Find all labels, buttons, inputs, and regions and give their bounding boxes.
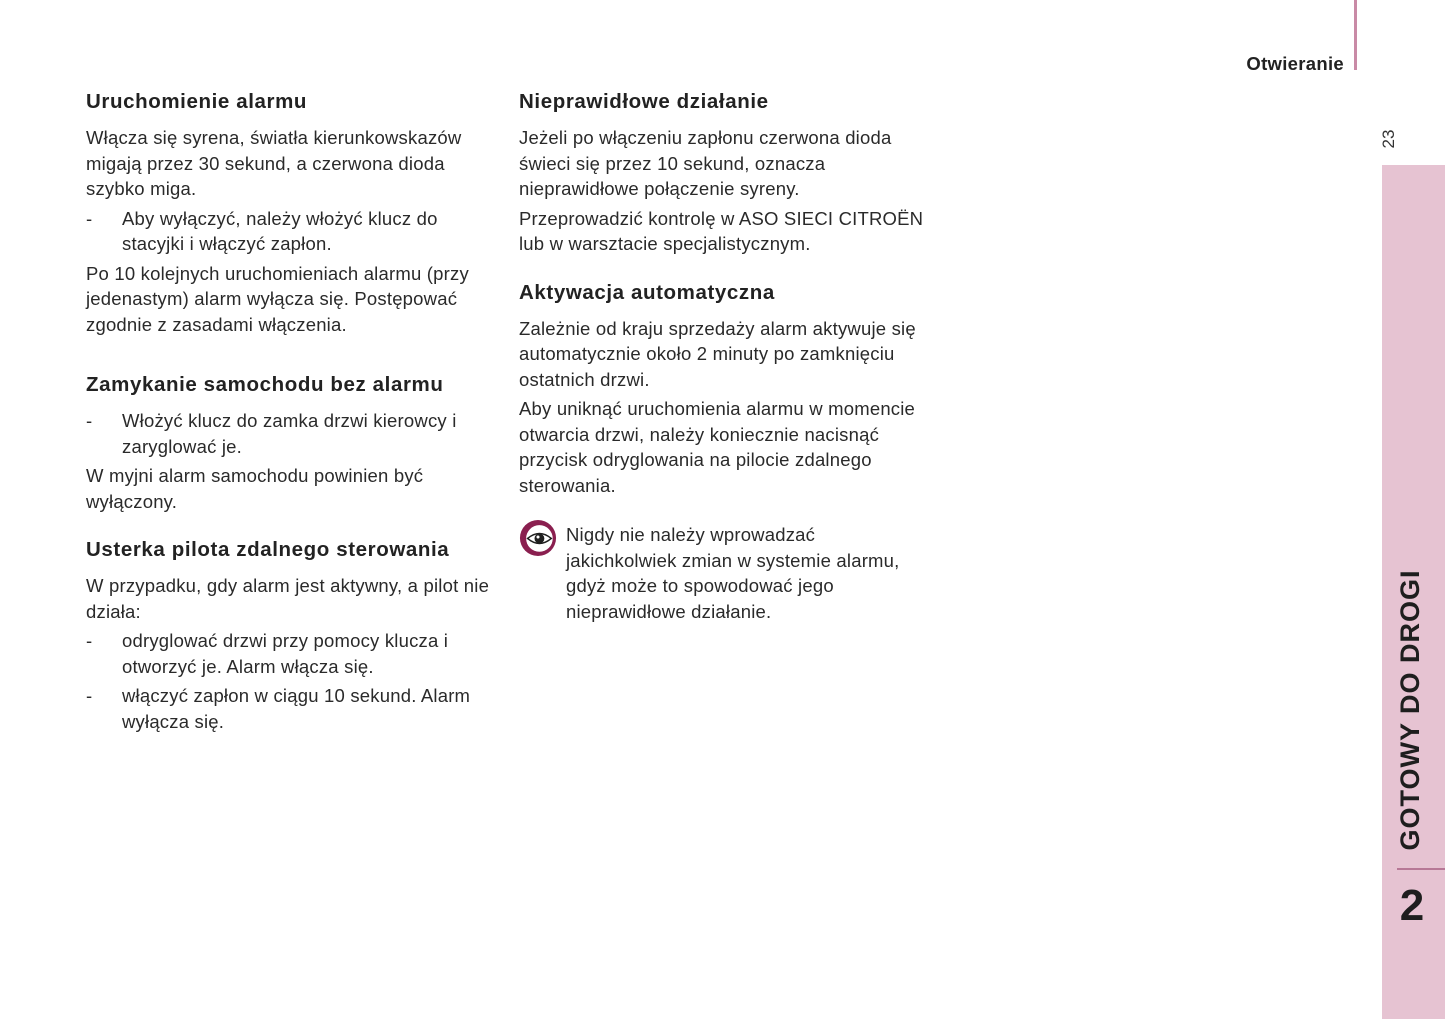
list-item-text: włączyć zapłon w ciągu 10 sekund. Alarm wyłącza się. [122, 685, 471, 732]
section-lock-without-alarm [86, 373, 501, 514]
paragraph: Jeżeli po włączeniu zapłonu czerwona dioda świeci się przez 10 sekund, oznacza nieprawidłowe połączenie syreny. [519, 127, 892, 199]
paragraph: Przeprowadzić kontrolę w ASO SIECI CITROËN lub w warsztacie specjalistycznym. [519, 207, 924, 254]
chapter-title: GOTOWY DO DROGI [1395, 569, 1425, 851]
paragraph: Aby uniknąć uruchomienia alarmu w momencie otwarcia drzwi, należy koniecznie nacisnąć przycisk odryglowania na pilocie zdalnego sterowania. [519, 398, 916, 496]
section-auto-activation [519, 281, 929, 499]
section-alarm-triggered [86, 90, 501, 337]
list-marker: - [86, 685, 93, 706]
section-malfunction [519, 90, 929, 257]
chapter-number: 2 [1399, 881, 1425, 930]
list-marker: - [86, 630, 93, 651]
list-marker: - [86, 207, 93, 229]
paragraph: W myjni alarm samochodu powinien być wyłączony. [86, 465, 424, 512]
list-item [86, 683, 501, 734]
list-item-text: Włożyć klucz do zamka drzwi kierowcy i zaryglować je. [122, 410, 457, 457]
page-number: 23 [1379, 129, 1398, 149]
list-item-text: Aby wyłączyć, należy włożyć klucz do stacyjki i włączyć zapłon. [122, 207, 438, 254]
section-remote-fault [86, 538, 501, 734]
section-title: Otwieranie [1246, 53, 1344, 74]
section-heading: Nieprawidłowe działanie [519, 90, 769, 113]
warning-note [519, 522, 929, 624]
paragraph: Zależnie od kraju sprzedaży alarm aktywuje się automatycznie około 2 minuty po zamknięciu ostatnich drzwi. [519, 317, 916, 390]
section-heading: Zamykanie samochodu bez alarmu [86, 373, 444, 396]
chapter-divider [1397, 868, 1445, 870]
section-heading: Aktywacja automatyczna [519, 280, 775, 304]
header-rule [1354, 0, 1357, 70]
eye-icon [519, 519, 557, 557]
list-marker: - [86, 410, 93, 431]
list-item [86, 628, 501, 679]
note-text: Nigdy nie należy wprowadzać jakichkolwiek zmian w systemie alarmu, gdyż może to spowodować jego nieprawidłowe działanie. [566, 524, 900, 622]
left-column [86, 90, 501, 770]
paragraph: Włącza się syrena, światła kierunkowskazów migają przez 30 sekund, a czerwona dioda szybko miga. [86, 127, 462, 199]
list-item-text: odryglować drzwi przy pomocy klucza i otworzyć je. Alarm włącza się. [122, 630, 449, 677]
list-item [86, 206, 501, 257]
paragraph: Po 10 kolejnych uruchomieniach alarmu (przy jedenastym) alarm wyłącza się. Postępować zgodnie z zasadami włączenia. [86, 262, 469, 335]
paragraph: W przypadku, gdy alarm jest aktywny, a pilot nie działa: [86, 575, 490, 622]
list-item [86, 408, 501, 459]
section-heading: Uruchomienie alarmu [86, 90, 308, 113]
section-heading: Usterka pilota zdalnego sterowania [86, 538, 450, 561]
right-column [519, 90, 929, 628]
